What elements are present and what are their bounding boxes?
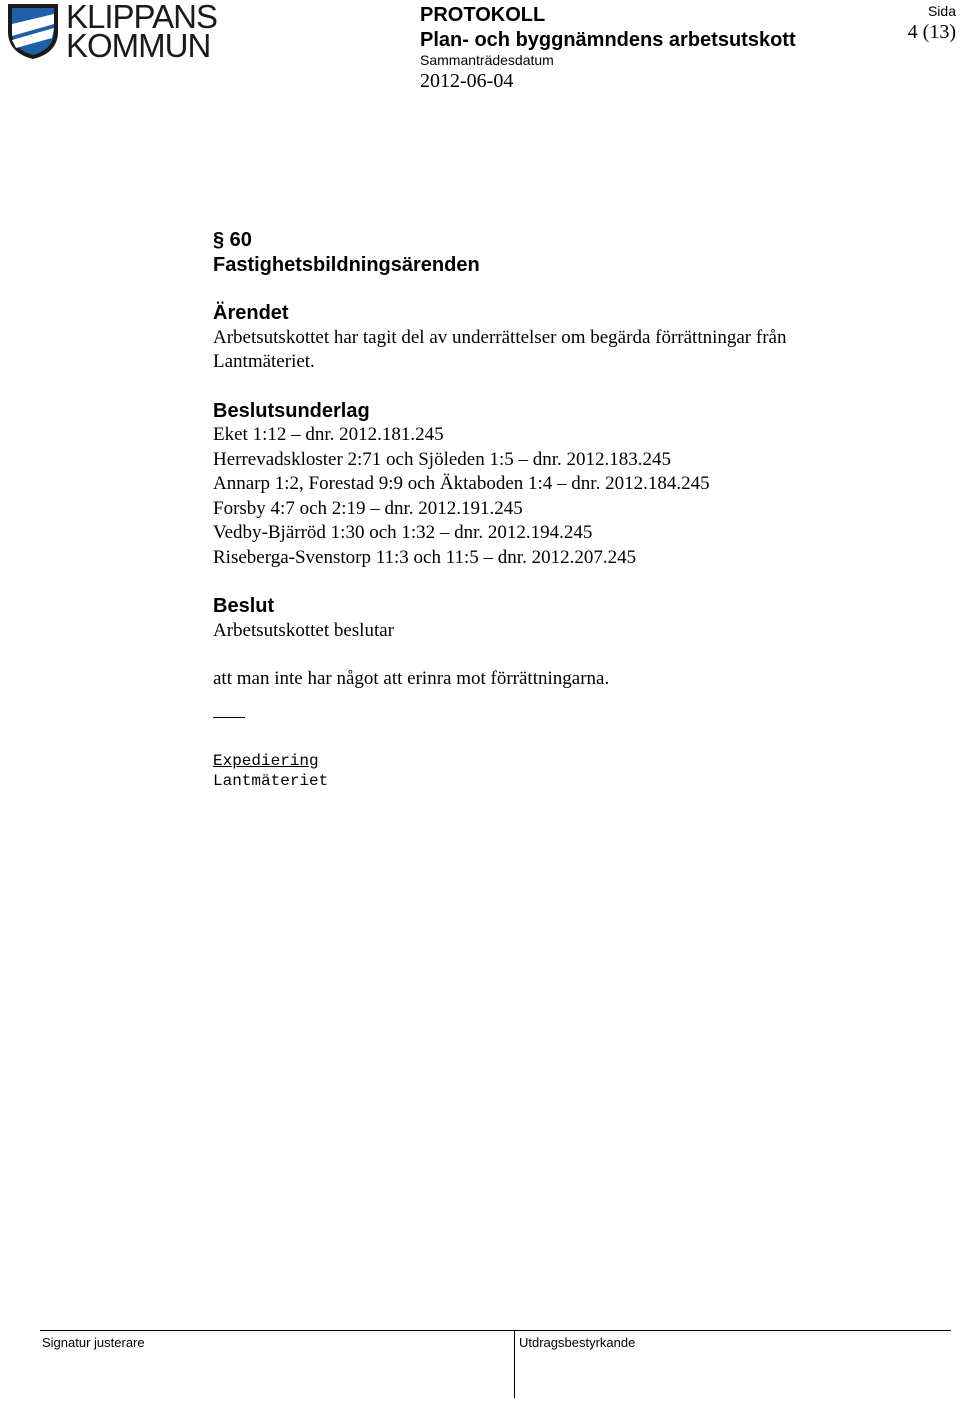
committee-name: Plan- och byggnämndens arbetsutskott — [420, 29, 796, 51]
meeting-date-label: Sammanträdesdatum — [420, 52, 554, 68]
beslutsunderlag-heading: Beslutsunderlag — [213, 399, 370, 422]
page-label: Sida — [927, 3, 956, 19]
expediering-heading: Expediering — [213, 751, 319, 770]
beslutsunderlag-item: Eket 1:12 – dnr. 2012.181.245 — [213, 424, 444, 445]
expediering-recipient: Lantmäteriet — [213, 771, 329, 790]
logo-line-2: KOMMUN — [66, 27, 211, 64]
beslutsunderlag-item: Forsby 4:7 och 2:19 – dnr. 2012.191.245 — [213, 497, 523, 519]
document-body — [213, 228, 913, 791]
municipality-crest-icon — [6, 2, 60, 60]
section-number: § 60 — [213, 229, 252, 251]
section-title: Fastighetsbildningsärenden — [213, 253, 480, 276]
beslutsunderlag-item: Annarp 1:2, Forestad 9:9 och Äktaboden 1:4 – dnr. 2012.184.245 — [213, 473, 710, 494]
footer-divider — [514, 1330, 515, 1398]
arendet-text-line: Arbetsutskottet har tagit del av underrättelser om begärda förrättningar från — [213, 326, 787, 348]
beslut-decision: att man inte har något att erinra mot förrättningarna. — [213, 668, 610, 689]
certification-label: Utdragsbestyrkande — [519, 1335, 636, 1350]
klippans-kommun-logo — [6, 0, 217, 64]
beslutsunderlag-item: Herrevadskloster 2:71 och Sjöleden 1:5 – dnr. 2012.183.245 — [213, 448, 672, 470]
logo-line-1: KLIPPANS — [66, 0, 217, 35]
page-number: 4 (13) — [907, 21, 956, 43]
beslut-heading: Beslut — [213, 595, 275, 617]
beslut-intro: Arbetsutskottet beslutar — [213, 619, 394, 641]
beslutsunderlag-item: Riseberga-Svenstorp 11:3 och 11:5 – dnr. 2012.207.245 — [213, 546, 637, 568]
footer-rule — [40, 1330, 951, 1331]
meeting-date: 2012-06-04 — [420, 70, 514, 92]
arendet-heading: Ärendet — [213, 302, 289, 324]
document-type: PROTOKOLL — [420, 4, 546, 26]
logo-wordmark — [66, 0, 217, 64]
signature-label: Signatur justerare — [42, 1335, 145, 1350]
arendet-text-line: Lantmäteriet. — [213, 351, 315, 372]
beslutsunderlag-item: Vedby-Bjärröd 1:30 och 1:32 – dnr. 2012.194.245 — [213, 522, 593, 543]
